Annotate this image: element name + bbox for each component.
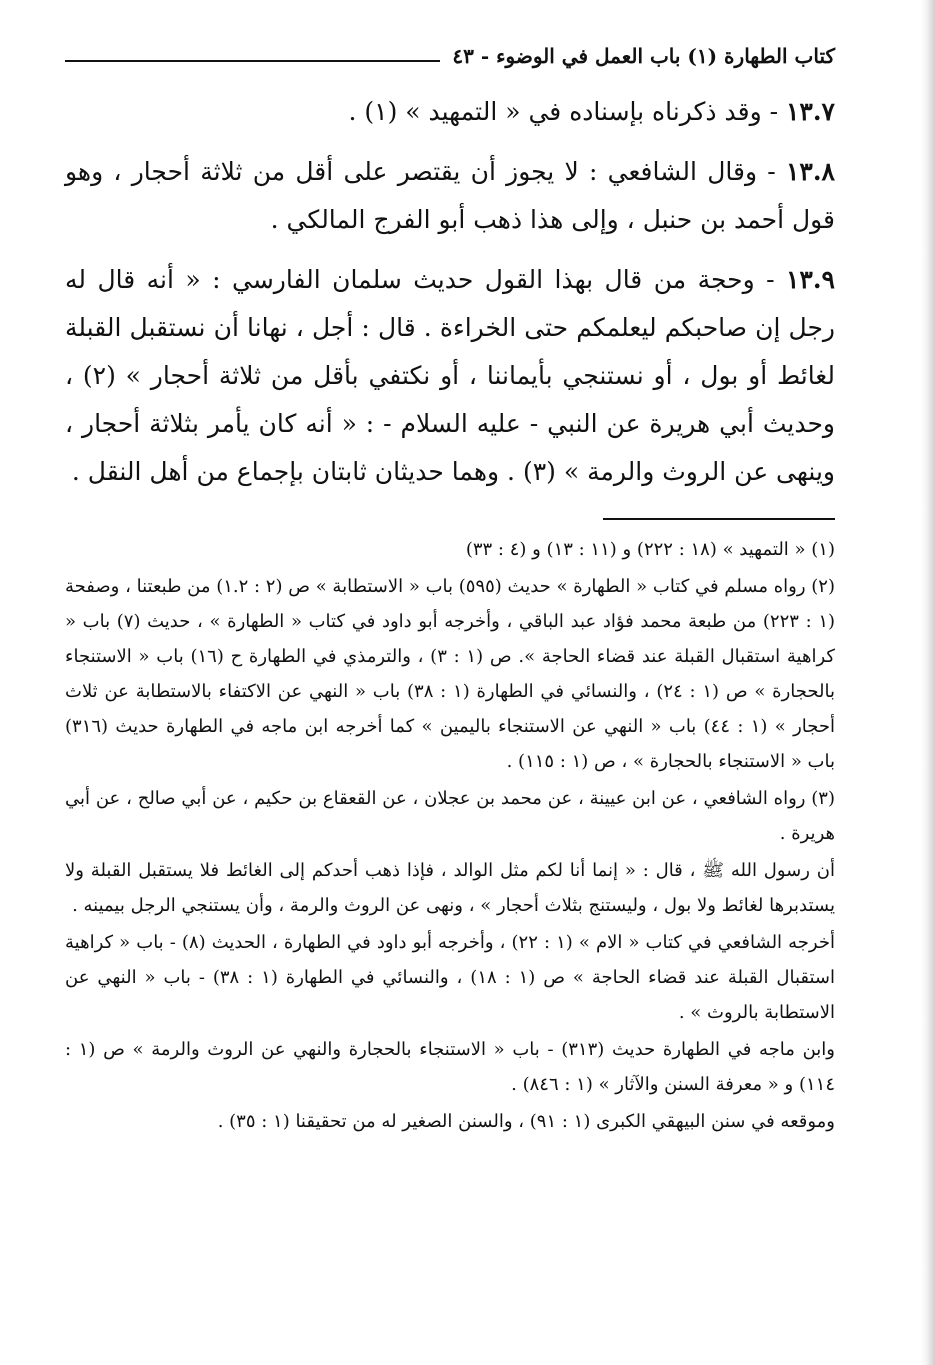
main-text: [65, 88, 835, 496]
paragraph-1308: [65, 148, 835, 244]
header-rule: [65, 60, 440, 62]
paragraph-1309: [65, 256, 835, 496]
paragraph-text: - وقد ذكرناه بإسناده في « التمهيد » (١) .: [348, 97, 786, 126]
book-page: [65, 38, 835, 1141]
footnote-1: (١) « التمهيد » (١٨ : ٢٢٢) و (١١ : ١٣) و (٤ : ٣٣): [465, 539, 835, 560]
footnote-3-bayhaqi: وموقعه في سنن البيهقي الكبرى (١ : ٩١) ، والسنن الصغير له من تحقيقنا (١ : ٣٥) .: [217, 1111, 835, 1132]
footnote-3-takhrij: أخرجه الشافعي في كتاب « الام » (١ : ٢٢) ، وأخرجه أبو داود في الطهارة ، الحديث (٨) - باب « كراهية استقبال القبلة عند قضاء الحاجة » ص (١ : ١٨) ، والنسائي في الطهارة (١ : ٣٨) - باب « النهي عن الاستطابة بالروث » .: [65, 932, 835, 1023]
paragraph-number: ١٣.٩: [786, 265, 835, 294]
paragraph-number: ١٣.٨: [786, 157, 835, 186]
footnote-3-hadith: أن رسول الله ﷺ ، قال : « إنما أنا لكم مثل الوالد ، فإذا ذهب أحدكم إلى الغائط فلا يستقبل القبلة ولا يستدبرها لغائط ولا بول ، وليستنج بثلاث أحجار » ، ونهى عن الروث والرمة ، وأن يستنجي الرجل بيمينه .: [65, 860, 835, 916]
footnote-2: (٢) رواه مسلم في كتاب « الطهارة » حديث (٥٩٥) باب « الاستطابة » ص (٢ : ١.٢) من طبعتنا ، وصفحة (١ : ٢٢٣) من طبعة محمد فؤاد عبد الباقي ، وأخرجه أبو داود في كتاب « الطهارة » ، حديث (٧) باب « كراهية استقبال القبلة عند قضاء الحاجة ». ص (١ : ٣) ، والترمذي في الطهارة ح (١٦) باب « الاستنجاء بالحجارة » ص (١ : ٢٤) ، والنسائي في الطهارة (١ : ٣٨) باب « النهي عن الاكتفاء بالاستطابة عن ثلاث أحجار » (١ : ٤٤) باب « النهي عن الاستنجاء باليمين » كما أخرجه ابن ماجه في الطهارة حديث (٣١٦) باب « الاستنجاء بالحجارة » ، ص (١ : ١١٥) .: [65, 576, 836, 772]
footnote-3: (٣) رواه الشافعي ، عن ابن عيينة ، عن محمد بن عجلان ، عن القعقاع بن حكيم ، عن أبي صالح ، عن أبي هريرة .: [65, 788, 835, 844]
paragraph-1307: [65, 88, 835, 136]
scan-edge-shadow: [921, 0, 935, 1365]
running-header-title: كتاب الطهارة (١) باب العمل في الوضوء - ٤٣: [452, 44, 835, 68]
footnote-separator: [603, 518, 835, 520]
running-header: [65, 38, 835, 74]
footnote-3-ibn-majah: وابن ماجه في الطهارة حديث (٣١٣) - باب « الاستنجاء بالحجارة والنهي عن الروث والرمة » ص (١ : ١١٤) و « معرفة السنن والآثار » (١ : ٨٤٦) .: [65, 1039, 835, 1095]
paragraph-number: ١٣.٧: [786, 97, 835, 126]
paragraph-text: - وحجة من قال بهذا القول حديث سلمان الفارسي : « أنه قال له رجل إن صاحبكم ليعلمكم حتى الخراءة . قال : أجل ، نهانا أن نستقبل القبلة لغائط أو بول ، أو نستنجي بأيماننا ، أو نكتفي بأقل من ثلاثة أحجار » (٢) ، وحديث أبي هريرة عن النبي - عليه السلام - : « أنه كان يأمر بثلاثة أحجار ، وينهى عن الروث والرمة » (٣) . وهما حديثان ثابتان بإجماع من أهل النقل .: [65, 265, 835, 486]
footnotes: [65, 532, 835, 1139]
paragraph-text: - وقال الشافعي : لا يجوز أن يقتصر على أقل من ثلاثة أحجار ، وهو قول أحمد بن حنبل ، وإلى هذا ذهب أبو الفرج المالكي .: [65, 157, 835, 234]
